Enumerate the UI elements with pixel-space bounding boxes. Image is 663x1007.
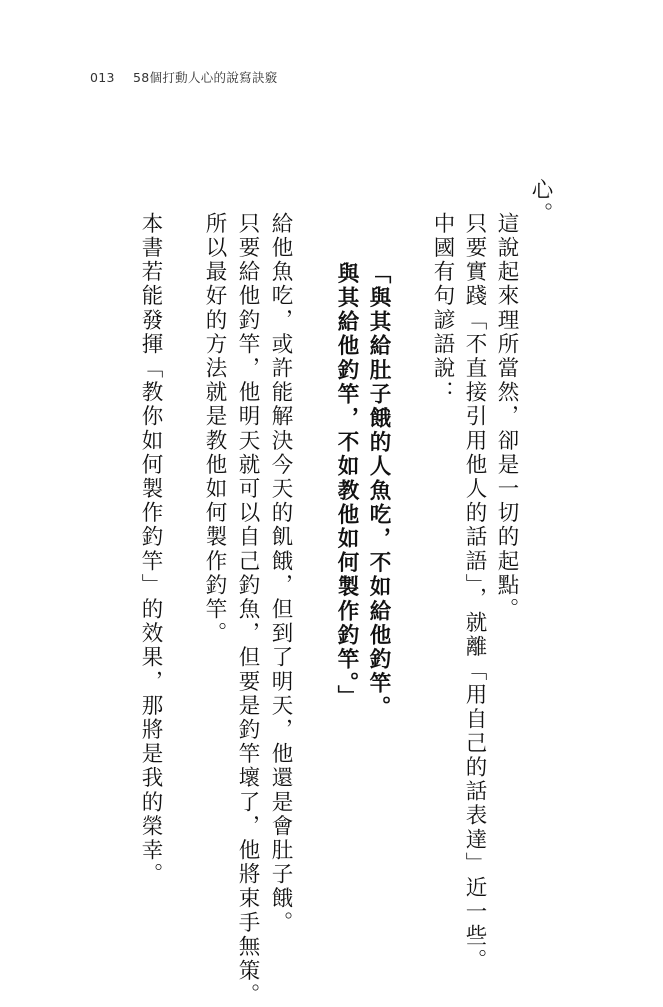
text-line-4: 中國有句諺語說： [430, 212, 455, 405]
text-line-6: 只要給他釣竿，他明天就可以自己釣魚，但要是釣竿壞了，他將束手無策。 [235, 212, 260, 1007]
text-line-5: 給他魚吃，或許能解決今天的飢餓，但到了明天，他還是會肚子餓。 [268, 212, 293, 935]
text-line-3: 只要實踐「不直接引用他人的話語」，就離「用自己的話表達」近一些。 [462, 212, 487, 973]
text-line-1: 心。 [528, 178, 553, 227]
text-line-7: 所以最好的方法就是教他如何製作釣竿。 [202, 212, 227, 646]
running-header [90, 68, 278, 86]
book-title: 58個打動人心的說寫訣竅 [133, 70, 278, 85]
text-line-8: 本書若能發揮「教你如何製作釣竿」的效果，那將是我的榮幸。 [138, 212, 163, 887]
quote-line-2: 與其給他釣竿，不如教他如何製作釣竿。」 [334, 262, 359, 710]
text-line-2: 這說起來理所當然，卻是一切的起點。 [494, 212, 519, 622]
page-number: 013 [90, 70, 115, 85]
quote-line-1: 「與其給肚子餓的人魚吃，不如給他釣竿。 [366, 262, 391, 720]
